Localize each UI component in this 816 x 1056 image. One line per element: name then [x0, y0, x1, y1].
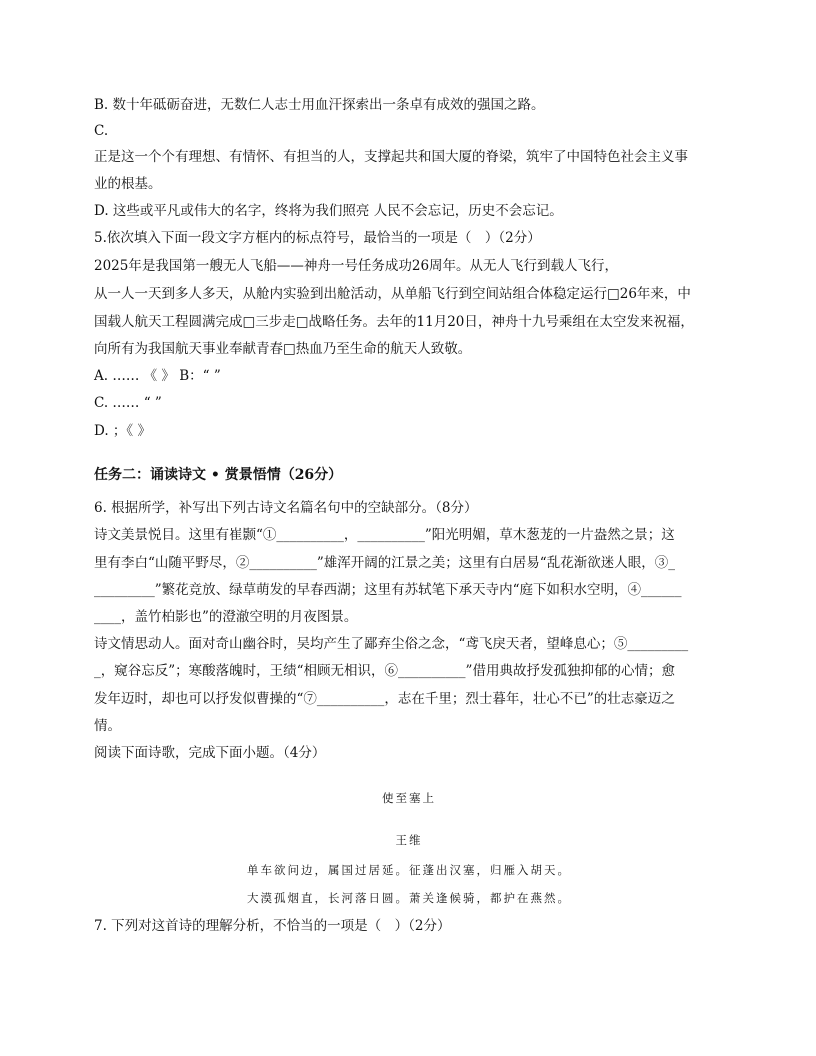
question-6-line-5: 诗文情思动人。面对奇山幽谷时，吴均产生了鄙弃尘俗之念，“鸢飞戾天者，望峰息心；⑤_________: [94, 636, 689, 652]
answer-option-d: D. ；《 》: [94, 423, 151, 439]
question-6-line-2: 里有李白“山随平野尽，②__________”雄浑开阔的江景之美；这里有白居易“乱花渐欲迷人眼，③_: [94, 555, 675, 571]
option-b-line: B. 数十年砥砺奋进，无数仁人志士用血汗探索出一条卓有成效的强国之路。: [94, 97, 545, 113]
question-6-prompt: 6. 根据所学，补写出下列古诗文名篇名句中的空缺部分。（8分）: [94, 500, 478, 516]
question-6-line-6: _，窥谷忘反”；寒酸落魄时，王绩“相顾无相识，⑥__________”借用典故抒发孤独抑郁的心情；愈: [94, 663, 675, 679]
question-5-prompt: 5.依次填入下面一段文字方框内的标点符号，最恰当的一项是（ ）（2分）: [94, 230, 541, 246]
option-c-text-line1: 正是这一个个有理想、有情怀、有担当的人，支撑起共和国大厦的脊梁，筑牢了中国特色社会主义事: [94, 149, 688, 165]
question-6-line-4: ____，盖竹柏影也”的澄澈空明的月夜图景。: [94, 609, 358, 625]
poem-author: 王维: [395, 833, 423, 847]
passage-line-1: 2025年是我国第一艘无人飞船——神舟一号任务成功26周年。从无人飞行到载人飞行，: [94, 258, 619, 274]
question-7-prompt: 7. 下列对这首诗的理解分析，不恰当的一项是（ ）（2分）: [94, 918, 451, 934]
poem-line-2: 大漠孤烟直，长河落日圆。萧关逢候骑，都护在燕然。: [247, 891, 571, 905]
passage-line-2: 从一人一天到多人多天，从舱内实验到出舱活动，从单船飞行到空间站组合体稳定运行□26年来，中: [94, 286, 691, 302]
option-c-text-line2: 业的根基。: [94, 176, 162, 192]
question-6-line-7: 发年迈时，却也可以抒发似曹操的“⑦__________，志在千里；烈士暮年，壮心不已”的壮志豪迈之: [94, 691, 675, 707]
passage-line-4: 向所有为我国航天事业奉献青春□热血乃至生命的航天人致敬。: [94, 341, 472, 357]
section-heading-task2: 任务二：诵读诗文 • 赏景悟情（26分）: [94, 467, 343, 483]
question-6-line-1: 诗文美景悦目。这里有崔颢“①__________，__________”阳光明媚，草木葱茏的一片盎然之景；这: [94, 527, 675, 543]
poem-title: 使至塞上: [382, 791, 436, 805]
poem-line-1: 单车欲问边，属国过居延。征蓬出汉塞，归雁入胡天。: [247, 863, 571, 877]
question-6-line-8: 情。: [94, 718, 121, 734]
question-6-line-3: _________”繁花竞放、绿草萌发的早春西湖；这里有苏轼笔下承天寺内“庭下如积水空明，④______: [94, 582, 682, 598]
answer-option-a-b: A. …… 《 》 B：“ ”: [94, 368, 221, 384]
passage-line-3: 国载人航天工程圆满完成□三步走□战略任务。去年的11月20日，神舟十九号乘组在太空发来祝福，: [94, 314, 694, 330]
option-d-line: D. 这些或平凡或伟大的名字，终将为我们照亮 人民不会忘记，历史不会忘记。: [94, 203, 563, 219]
option-c-label: C.: [94, 123, 109, 139]
reading-instruction: 阅读下面诗歌，完成下面小题。（4分）: [94, 745, 326, 761]
answer-option-c: C. …… “ ”: [94, 395, 162, 411]
